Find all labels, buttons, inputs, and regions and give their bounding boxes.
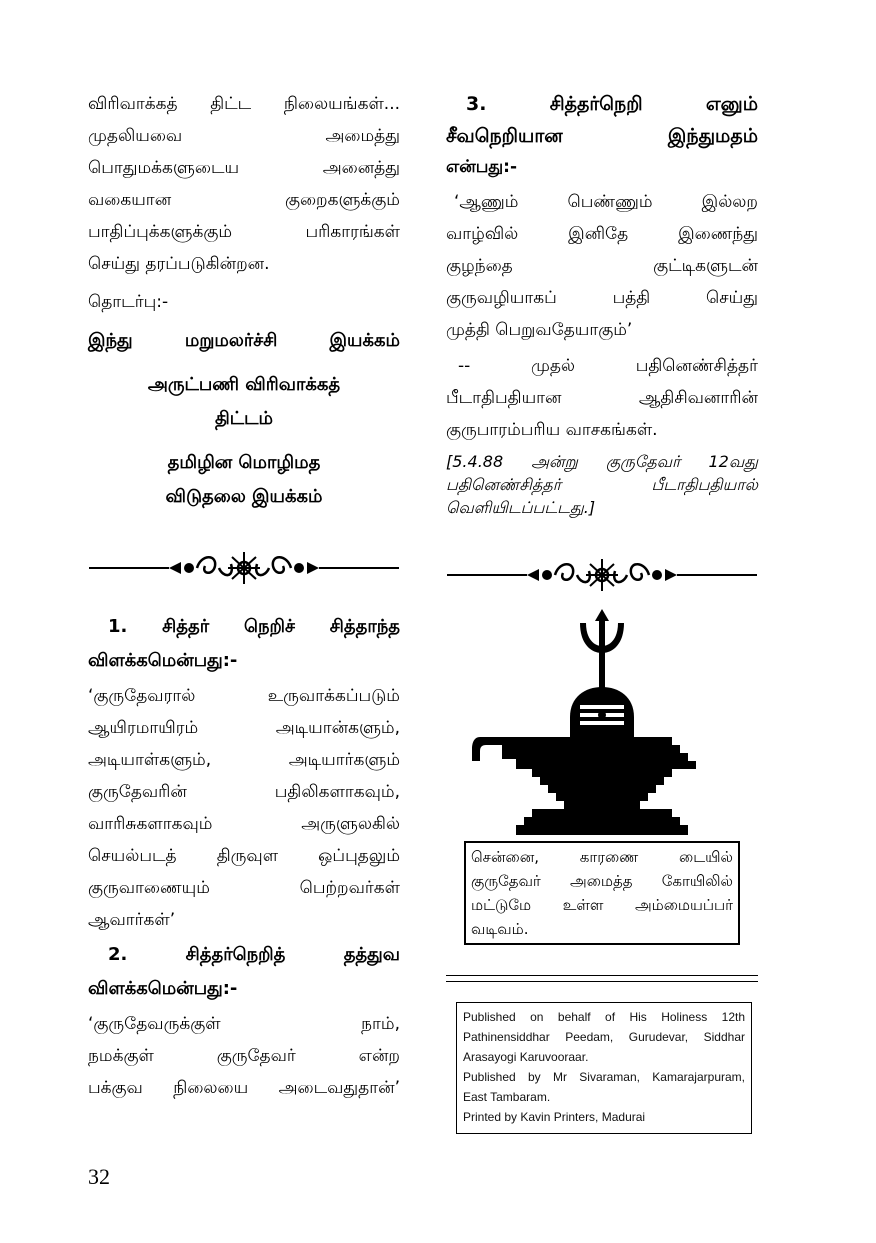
attribution <box>446 350 758 446</box>
caption-line: சென்னை, காரணை டையில் <box>471 848 733 866</box>
release-note-line: [5.4.88 அன்று குருதேவர் 12வது <box>446 452 758 471</box>
org-name-line: இந்து மறுமலர்ச்சி இயக்கம் <box>88 330 400 351</box>
release-note <box>446 450 758 519</box>
rule-line <box>446 981 758 982</box>
publication-line: Published on behalf of His Holiness 12th <box>463 1010 745 1024</box>
publication-info-box <box>456 1002 752 1134</box>
section3-line: குருவழியாகப் பத்தி செய்து <box>446 288 758 308</box>
section3-heading: என்பது:- <box>446 157 517 177</box>
caption-line: மட்டுமே உள்ள அம்மையப்பர் <box>471 896 733 914</box>
section2-line: ‘குருதேவருக்குள் நாம், <box>88 1014 400 1034</box>
org-name-line: விடுதலை இயக்கம் <box>165 486 323 507</box>
double-rule <box>446 975 758 982</box>
attribution-line: குருபாரம்பரிய வாசகங்கள். <box>446 420 658 440</box>
org-name-line: தமிழின மொழிமத <box>167 452 321 473</box>
section3-line: ‘ஆணும் பெண்ணும் இல்லற <box>454 192 758 212</box>
section1-line: குருதேவரின் பதிலிகளாகவும், <box>88 782 400 802</box>
section1-line: ஆயிரமாயிரம் அடியான்களும், <box>88 718 400 738</box>
release-note-line: பதினெண்சித்தர் பீடாதிபதியால் <box>446 475 758 494</box>
left-column <box>88 88 400 1104</box>
publication-line: Pathinensiddhar Peedam, Gurudevar, Siddhar <box>463 1030 745 1044</box>
section3-heading: 3. சித்தர்நெறி எனும் <box>466 93 758 115</box>
org-name-line: அருட்பணி விரிவாக்கத் <box>147 374 341 395</box>
section2-heading: 2. சித்தர்நெறித் தத்துவ <box>108 944 400 965</box>
ornamental-divider-icon <box>447 555 757 595</box>
caption-line: குருதேவர் அமைத்த கோயிலில் <box>471 872 733 890</box>
section3-heading: சீவநெறியான இந்துமதம் <box>446 125 758 147</box>
attribution-line: -- முதல் பதினெண்சித்தர் <box>458 356 758 376</box>
shivalinga-trident-icon <box>472 609 732 839</box>
section1-line: செயல்படத் திருவுள ஒப்புதலும் <box>88 846 400 866</box>
intro-line: பொதுமக்களுடைய அனைத்து <box>88 158 400 178</box>
section1-line: வாரிசுகளாகவும் அருளுலகில் <box>88 814 400 834</box>
page-number: 32 <box>88 1164 110 1189</box>
section2-line: நமக்குள் குருதேவர் என்ற <box>88 1046 400 1066</box>
intro-line: பாதிப்புக்களுக்கும் பரிகாரங்கள் <box>88 222 400 242</box>
section2-heading: விளக்கமென்பது:- <box>88 978 238 999</box>
contact-label: தொடர்பு:- <box>88 292 169 312</box>
publication-line: Arasayogi Karuvooraar. <box>463 1050 589 1064</box>
rule-line <box>446 975 758 976</box>
section3-line: வாழ்வில் இனிதே இணைந்து <box>446 224 758 244</box>
figure-caption <box>464 841 740 945</box>
section3-paragraph <box>446 186 758 346</box>
publication-line: East Tambaram. <box>463 1090 551 1104</box>
intro-line: செய்து தரப்படுகின்றன. <box>88 254 270 274</box>
release-note-line: வெளியிடப்பட்டது.] <box>446 498 596 517</box>
attribution-line: பீடாதிபதியான ஆதிசிவனாரின் <box>446 388 758 408</box>
intro-line: முதலியவை அமைத்து <box>88 126 400 146</box>
ornamental-divider-icon <box>89 548 399 588</box>
section1-line: குருவாணையும் பெற்றவர்கள் <box>88 878 400 898</box>
intro-line: வகையான குறைகளுக்கும் <box>88 190 400 210</box>
org-name-line: திட்டம் <box>215 408 273 429</box>
intro-line: விரிவாக்கத் திட்ட நிலையங்கள்... <box>88 94 400 114</box>
publication-line: Published by Mr Sivaraman, Kamarajarpuram, <box>463 1070 745 1084</box>
publication-line: Printed by Kavin Printers, Madurai <box>463 1110 646 1124</box>
intro-paragraph <box>88 88 400 280</box>
right-column <box>446 88 758 1134</box>
section1-line: ‘குருதேவரால் உருவாக்கப்படும் <box>88 686 400 706</box>
section2-paragraph <box>88 1008 400 1104</box>
section2-line: பக்குவ நிலையை அடைவதுதான்’ <box>88 1078 400 1098</box>
section1-line: அடியாள்களும், அடியார்களும் <box>88 750 400 770</box>
section1-paragraph <box>88 680 400 936</box>
section3-line: குழந்தை குட்டிகளுடன் <box>446 256 758 276</box>
section1-heading: 1. சித்தர் நெறிச் சித்தாந்த <box>108 616 400 637</box>
caption-line: வடிவம். <box>471 920 529 938</box>
section1-heading: விளக்கமென்பது:- <box>88 650 238 671</box>
section3-line: முத்தி பெறுவதேயாகும்’ <box>446 320 633 340</box>
section1-line: ஆவார்கள்’ <box>88 910 176 930</box>
